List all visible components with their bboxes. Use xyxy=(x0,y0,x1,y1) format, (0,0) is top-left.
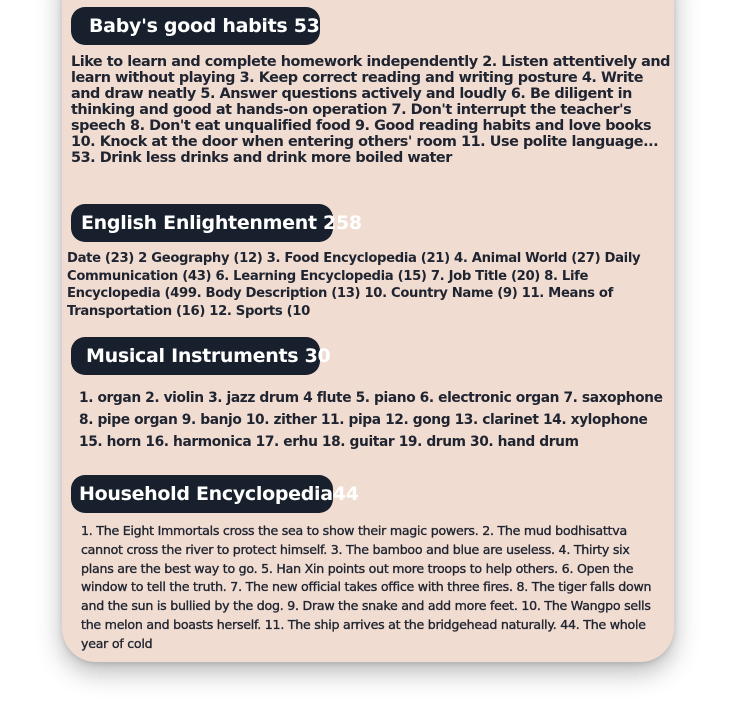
section-title-household-encyclopedia[interactable]: Household Encyclopedia44 xyxy=(71,475,333,513)
section-title-english-enlightenment[interactable]: English Enlightenment 258 xyxy=(71,204,333,242)
section-title-musical-instruments[interactable]: Musical Instruments 30 xyxy=(71,337,320,375)
section-body-musical-instruments: 1. organ 2. violin 3. jazz drum 4 flute 5. piano 6. electronic organ 7. saxophone 8. pipe organ 9. banjo 10. zither 11. pipa 12. gong 13. clarinet 14. xylophone 15. horn 16. harmonica 17. erhu 18. guitar 19. drum 30. hand drum xyxy=(79,390,663,450)
section-body-household-encyclopedia: 1. The Eight Immortals cross the sea to show their magic powers. 2. The mud bodhisattva cannot cross the river to protect himself. 3. The bamboo and blue are useless. 4. Thirty six plans are the best way to go. 5. Han Xin points out more troops to help others. 6. Open the window to tell the truth. 7. The new official takes office with three fires. 8. The tiger falls down and the sun is bullied by the dog. 9. Draw the snake and add more feet. 10. The Wangpo sells the melon and boasts herself. 11. The ship arrives at the bridgehead naturally. 44. The whole year of cold xyxy=(81,523,652,651)
section-body-english-enlightenment: Date (23) 2 Geography (12) 3. Food Encyclopedia (21) 4. Animal World (27) Daily Communication (43) 6. Learning Encyclopedia (15) 7. Job Title (20) 8. Life Encyclopedia (499. Body Description (13) 10. Country Name (9) 11. Means of Transportation (16) 12. Sports (10 xyxy=(67,251,641,319)
section-body-good-habits: Like to learn and complete homework independently 2. Listen attentively and learn without playing 3. Keep correct reading and writing posture 4. Write and draw neatly 5. Answer questions actively and loudly 6. Be diligent in thinking and good at hands-on operation 7. Don't interrupt the teacher's speech 8. Don't eat unqualified food 9. Good reading habits and love books 10. Knock at the door when entering others' room 11. Use polite language... 53. Drink less drinks and drink more boiled water xyxy=(71,54,671,166)
section-title-good-habits[interactable]: Baby's good habits 53 xyxy=(71,7,320,45)
